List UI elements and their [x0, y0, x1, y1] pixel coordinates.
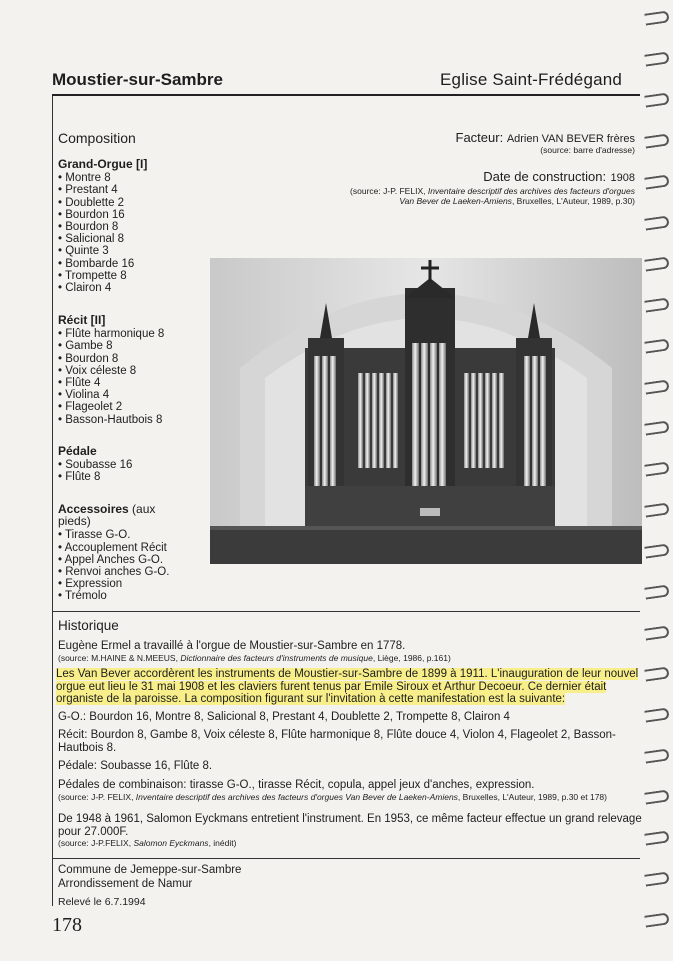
date-block	[335, 168, 635, 206]
stop-item: • Flûte harmonique 8	[58, 328, 164, 340]
releve-date: Relevé le 6.7.1994	[58, 896, 146, 908]
binding-ring-icon	[644, 379, 669, 394]
stop-item: • Bourdon 8	[58, 221, 147, 233]
binding-ring-icon	[644, 830, 669, 845]
p6-source-suffix: , Bruxelles, L'Auteur, 1989, p.30 et 178)	[457, 791, 607, 802]
date-source-title: Inventaire descriptif des archives des facteurs d'orgues Van Bever de Laeken-Amiens	[399, 186, 635, 206]
binding-ring-icon	[644, 133, 669, 148]
p6-source	[58, 792, 643, 802]
binding-ring-icon	[644, 92, 669, 107]
p2-highlighted-text: Les Van Bever accordèrent les instruments de Moustier-sur-Sambre de 1899 à 1911. L'inauguration de leur nouvel orgue eut lieu le 31 mai 1908 et les claviers furent tenus par Emile Siroux et Arthur Decoeur. Ce dernier était organiste de la paroisse. La composition figurant sur l'invitation à cette manifestation est la suivante:	[56, 668, 639, 705]
p1-text: Eugène Ermel a travaillé à l'orgue de Moustier-sur-Sambre en 1778.	[58, 640, 406, 652]
recit-list	[58, 314, 164, 426]
grand-orgue-list	[58, 158, 147, 294]
accessoires-title-suffix: (aux pieds)	[58, 502, 156, 529]
commune: Commune de Jemeppe-sur-Sambre	[58, 864, 242, 876]
footer-location	[58, 864, 241, 891]
historique-p1	[58, 640, 643, 663]
stop-item: • Bourdon 16	[58, 209, 147, 221]
stop-item: • Gambe 8	[58, 340, 164, 352]
pedale-title: Pédale	[58, 444, 97, 458]
header-rule	[52, 94, 640, 96]
footer-rule	[52, 858, 640, 859]
organ-photo	[210, 258, 642, 564]
stop-item: • Basson-Hautbois 8	[58, 414, 164, 426]
date-source-suffix: , Bruxelles, L'Auteur, 1989, p.30)	[511, 196, 635, 206]
pedale-list	[58, 445, 132, 484]
date-label: Date de construction:	[483, 169, 607, 184]
accessoires-title: Accessoires	[58, 502, 129, 516]
stop-item: • Bombarde 16	[58, 258, 147, 270]
stop-item: • Flageolet 2	[58, 401, 164, 413]
page-number: 178	[52, 914, 82, 936]
binding-ring-icon	[644, 10, 669, 25]
p7-source-prefix: (source: J-P.FELIX,	[58, 838, 134, 848]
stop-item: • Clairon 4	[58, 282, 147, 294]
church-name: Eglise Saint-Frédégand	[440, 70, 623, 89]
p7-text: De 1948 à 1961, Salomon Eyckmans entretient l'instrument. En 1953, ce même facteur effectue un grand relevage pour 27.000F.	[58, 813, 642, 838]
page-title: Moustier-sur-Sambre	[52, 70, 223, 89]
historique-p2	[56, 668, 646, 706]
historique-p3: G-O.: Bourdon 16, Montre 8, Salicional 8, Prestant 4, Doublette 2, Trompette 8, Clairon 4	[58, 711, 510, 723]
date-value: 1908	[610, 172, 635, 184]
accessoires-list	[58, 503, 178, 603]
binding-ring-icon	[644, 543, 669, 558]
section-rule	[52, 611, 640, 612]
stop-item: • Flûte 8	[58, 471, 132, 483]
binding-ring-icon	[644, 297, 669, 312]
p6-source-title: Inventaire descriptif des archives des facteurs d'orgues Van Bever de Laeken-Amiens	[135, 791, 458, 802]
binding-ring-icon	[644, 51, 669, 66]
binding-ring-icon	[644, 912, 669, 927]
date-source-prefix: (source: J-P. FELIX,	[350, 186, 428, 196]
stop-item: • Montre 8	[58, 172, 147, 184]
binding-ring-icon	[644, 871, 669, 886]
binding-ring-icon	[644, 461, 669, 476]
binding-ring-icon	[644, 256, 669, 271]
p1-source-suffix: , Liège, 1986, p.161)	[372, 652, 451, 663]
stop-item: • Salicional 8	[58, 233, 147, 245]
stop-item: • Appel Anches G-O.	[58, 554, 178, 566]
binding-ring-icon	[644, 625, 669, 640]
p7-source-suffix: , inédit)	[208, 838, 237, 848]
facteur-value: Adrien VAN BEVER frères	[506, 133, 635, 145]
binding-ring-icon	[644, 174, 669, 189]
binding-ring-icon	[644, 502, 669, 517]
historique-p5: Pédale: Soubasse 16, Flûte 8.	[58, 760, 213, 772]
historique-p7	[58, 813, 643, 848]
stop-item: • Accouplement Récit	[58, 542, 178, 554]
stop-item: • Trompette 8	[58, 270, 147, 282]
binding-ring-icon	[644, 420, 669, 435]
binding-ring-icon	[644, 707, 669, 722]
grand-orgue-title: Grand-Orgue [I]	[58, 157, 148, 171]
binding-ring-icon	[644, 789, 669, 804]
p7-source	[58, 838, 643, 848]
spiral-binding	[643, 0, 673, 961]
stop-item: • Prestant 4	[58, 184, 147, 196]
stop-item: • Flûte 4	[58, 377, 164, 389]
stop-item: • Violina 4	[58, 389, 164, 401]
binding-ring-icon	[644, 666, 669, 681]
p6-text: Pédales de combinaison: tirasse G-O., tirasse Récit, copula, appel jeux d'anches, expression.	[58, 779, 535, 791]
binding-ring-icon	[644, 215, 669, 230]
stop-item: • Expression	[58, 578, 178, 590]
facteur-source: (source: barre d'adresse)	[540, 145, 635, 155]
p1-source-prefix: (source: M.HAINE & N.MEEUS,	[58, 652, 181, 663]
p6-source-prefix: (source: J-P. FELIX,	[58, 791, 136, 802]
stop-item: • Renvoi anches G-O.	[58, 566, 178, 578]
binding-ring-icon	[644, 584, 669, 599]
recit-title: Récit [II]	[58, 313, 106, 327]
composition-heading: Composition	[58, 130, 136, 146]
historique-p4: Récit: Bourdon 8, Gambe 8, Voix céleste 8, Flûte harmonique 8, Flûte douce 4, Violon 4, Flageolet 2, Basson-Hautbois 8.	[58, 729, 616, 754]
binding-ring-icon	[644, 338, 669, 353]
facteur-block	[456, 130, 636, 155]
historique-heading: Historique	[58, 618, 119, 633]
historique-p6	[58, 779, 643, 802]
p7-source-title: Salomon Eyckmans	[133, 838, 209, 848]
p1-source-title: Dictionnaire des facteurs d'instruments de musique	[180, 652, 373, 663]
p1-source	[58, 653, 643, 663]
stop-item: • Quinte 3	[58, 245, 147, 257]
stop-item: • Tirasse G-O.	[58, 529, 178, 541]
stop-item: • Voix céleste 8	[58, 365, 164, 377]
facteur-label: Facteur:	[455, 130, 504, 145]
date-source	[335, 186, 635, 206]
arrondissement: Arrondissement de Namur	[58, 877, 193, 890]
left-margin-rule	[52, 96, 53, 906]
stop-item: • Doublette 2	[58, 197, 147, 209]
binding-ring-icon	[644, 748, 669, 763]
stop-item: • Bourdon 8	[58, 353, 164, 365]
stop-item: • Trémolo	[58, 590, 178, 602]
stop-item: • Soubasse 16	[58, 459, 132, 471]
